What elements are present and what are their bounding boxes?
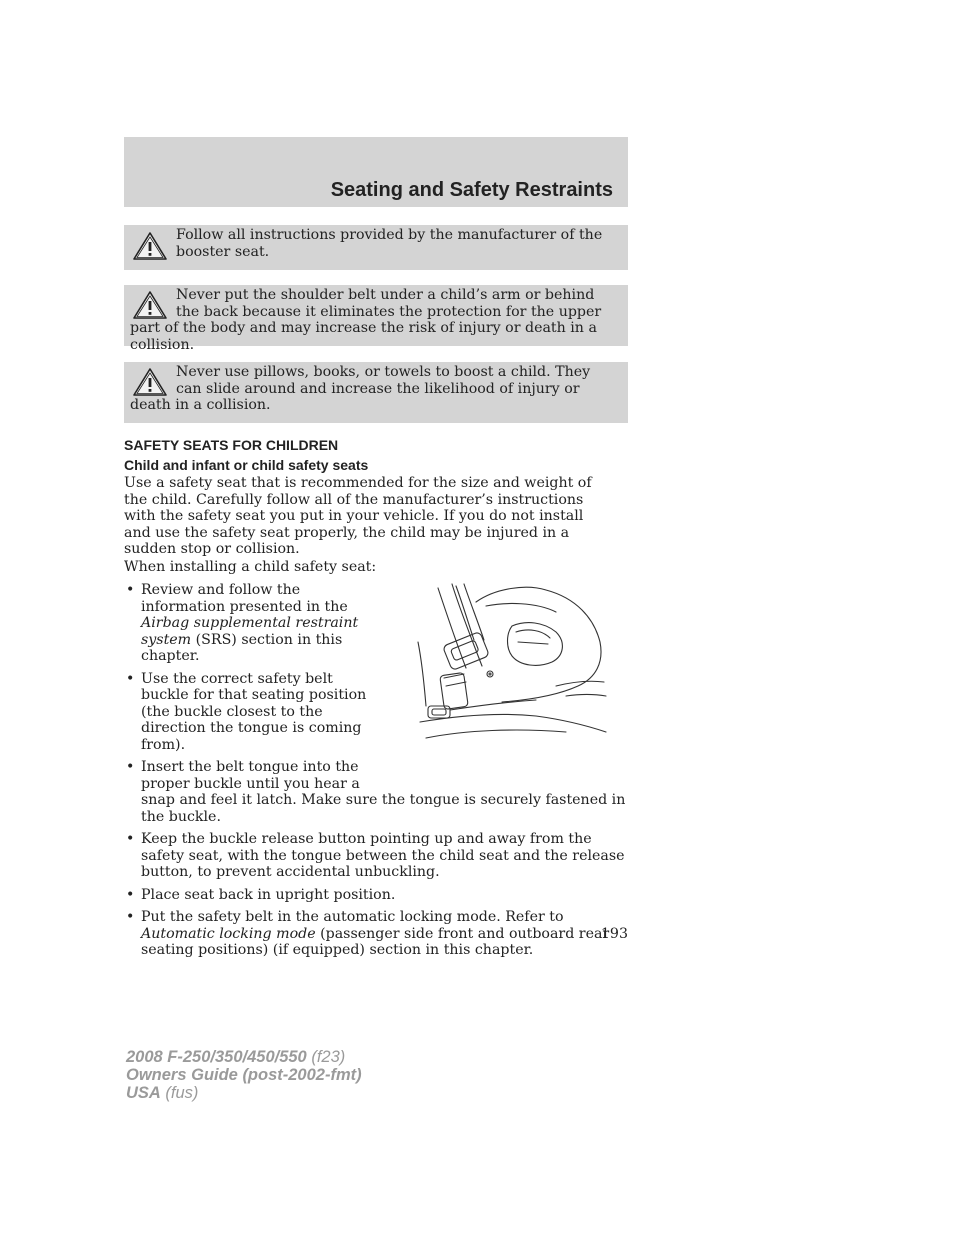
section-heading: SAFETY SEATS FOR CHILDREN bbox=[124, 437, 339, 453]
bullet-2-text: Use the correct safety belt buckle for that seating position (the buckle closest to the direction the tongue is coming from). bbox=[141, 670, 367, 753]
airbag-reference: Airbag supplemental restraint system bbox=[141, 615, 359, 648]
header-band bbox=[124, 137, 628, 207]
bullet-1-text: Review and follow the information presented in the bbox=[141, 582, 348, 615]
footer-line-3 bbox=[126, 1084, 362, 1102]
bullet-lead: When installing a child safety seat: bbox=[124, 559, 377, 575]
warning-triangle-icon bbox=[132, 367, 168, 397]
bullet-5-text: Place seat back in upright position. bbox=[141, 886, 396, 903]
footer-model: 2008 F-250/350/450/550 bbox=[126, 1048, 307, 1066]
footer-line-1 bbox=[126, 1048, 362, 1066]
list-item bbox=[124, 671, 383, 754]
warning-triangle-icon bbox=[132, 231, 168, 261]
warning-triangle-icon bbox=[132, 290, 168, 320]
warning-box-1 bbox=[124, 225, 628, 270]
page-number: 193 bbox=[600, 926, 628, 942]
bullet-1-tail: (SRS) section in this chapter. bbox=[141, 631, 343, 664]
bullet-3-tail: snap and feel it latch. Make sure the tongue is securely fastened in the buckle. bbox=[141, 792, 626, 825]
document-footer bbox=[126, 1048, 362, 1102]
list-item bbox=[124, 909, 631, 959]
warning-box-3 bbox=[124, 362, 628, 423]
warning-box-2 bbox=[124, 285, 628, 353]
list-item bbox=[124, 887, 631, 904]
list-item bbox=[124, 759, 633, 825]
list-item bbox=[124, 582, 383, 665]
seat-belt-buckle-illustration bbox=[416, 582, 608, 746]
warning-text-1: Follow all instructions provided by the manufacturer of the booster seat. bbox=[176, 227, 603, 260]
bullet-4-text: Keep the buckle release button pointing up and away from the safety seat, with the tongue between the child seat and the release button, to prevent accidental unbuckling. bbox=[141, 831, 625, 880]
intro-paragraph: Use a safety seat that is recommended for the size and weight of the child. Carefully follow all of the manufacturer’s instructions with the safety seat you put in your vehicle. If you do not install and use the safety seat properly, the child may be injured in a sudden stop or collision. bbox=[124, 475, 592, 557]
warning-text-3: Never use pillows, books, or towels to boost a child. They can slide around and increase the likelihood of injury or death in a collision. bbox=[130, 364, 591, 413]
bullet-6-tail: (passenger side front and outboard rear seating positions) (if equipped) section in this chapter. bbox=[141, 925, 610, 958]
warning-text-2: Never put the shoulder belt under a child’s arm or behind the back because it eliminates the protection for the upper part of the body and may increase the risk of injury or death in a collision. bbox=[130, 287, 602, 353]
bullet-6-text: Put the safety belt in the automatic locking mode. Refer to bbox=[141, 909, 564, 925]
bullet-3-text: • Insert the belt tongue into the proper buckle until you hear a bbox=[141, 759, 360, 792]
section-subheading: Child and infant or child safety seats bbox=[124, 457, 369, 473]
list-item bbox=[124, 831, 631, 881]
locking-mode-reference: Automatic locking mode bbox=[141, 925, 316, 942]
footer-model-code: (f23) bbox=[306, 1048, 346, 1066]
footer-line-2: Owners Guide (post-2002-fmt) bbox=[126, 1066, 362, 1084]
footer-market: USA bbox=[126, 1084, 161, 1102]
footer-market-code: (fus) bbox=[160, 1084, 199, 1102]
page-title: Seating and Safety Restraints bbox=[330, 179, 613, 201]
